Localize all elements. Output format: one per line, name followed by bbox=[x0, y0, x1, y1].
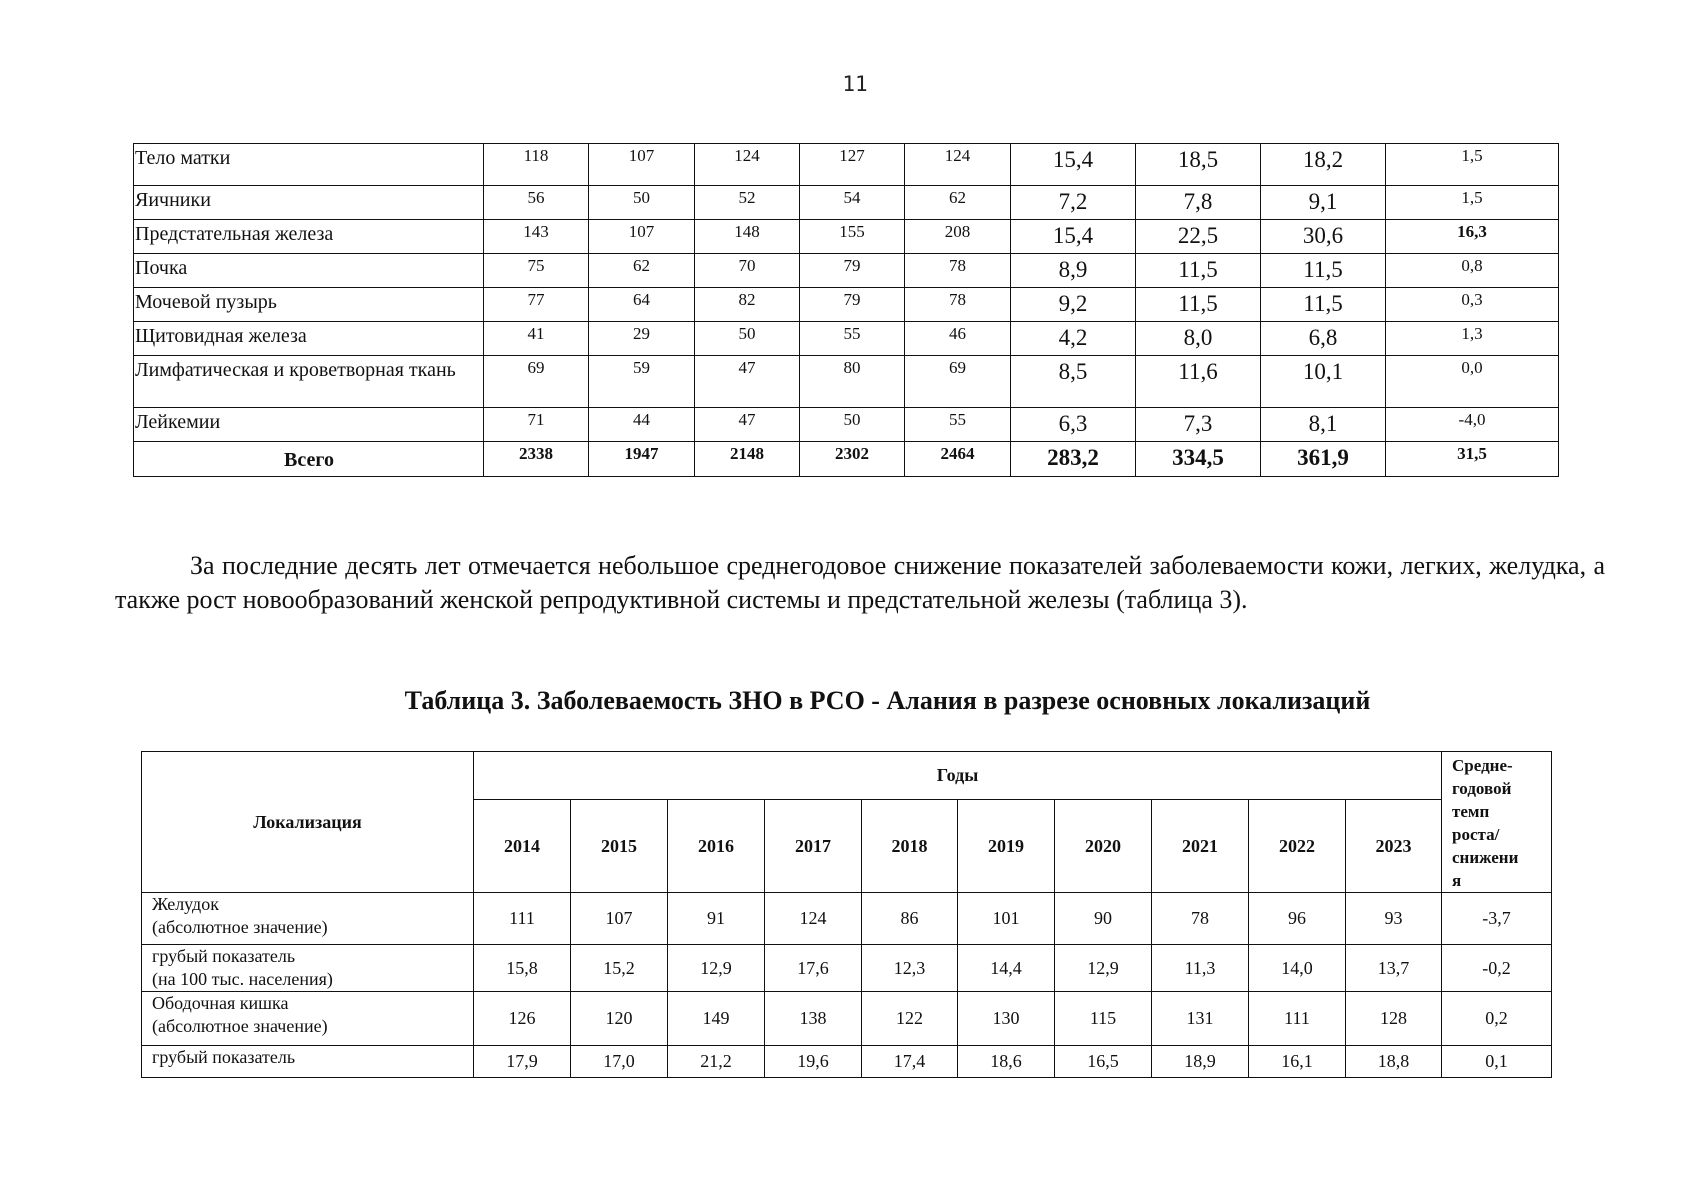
table-3 bbox=[141, 751, 1552, 1078]
location-name: Щитовидная железа bbox=[134, 322, 484, 356]
absolute-value-cell: 56 bbox=[484, 186, 589, 220]
page-number: 11 bbox=[842, 72, 868, 96]
header-average-growth-line: темп bbox=[1452, 802, 1490, 821]
rate-cell: 6,8 bbox=[1261, 322, 1386, 356]
absolute-value-cell: 82 bbox=[695, 288, 800, 322]
table-row bbox=[142, 893, 1552, 945]
absolute-value-cell: 79 bbox=[800, 288, 905, 322]
header-year: 2016 bbox=[668, 800, 765, 893]
rate-cell: 334,5 bbox=[1136, 442, 1261, 477]
rate-cell: 283,2 bbox=[1011, 442, 1136, 477]
rate-cell: 7,3 bbox=[1136, 408, 1261, 442]
rate-cell: 361,9 bbox=[1261, 442, 1386, 477]
absolute-value-cell: 50 bbox=[800, 408, 905, 442]
year-value-cell: 16,5 bbox=[1055, 1046, 1152, 1078]
header-year: 2023 bbox=[1346, 800, 1442, 893]
header-years: Годы bbox=[474, 752, 1442, 800]
absolute-value-cell: 46 bbox=[905, 322, 1011, 356]
table-total-row bbox=[134, 442, 1559, 477]
absolute-value-cell: 75 bbox=[484, 254, 589, 288]
average-growth-cell: 0,1 bbox=[1442, 1046, 1552, 1078]
table-row bbox=[134, 220, 1559, 254]
header-average-growth-line: снижени bbox=[1452, 848, 1519, 867]
header-year: 2018 bbox=[862, 800, 958, 893]
year-value-cell: 16,1 bbox=[1249, 1046, 1346, 1078]
average-growth-cell: -3,7 bbox=[1442, 893, 1552, 945]
header-location: Локализация bbox=[142, 752, 474, 893]
year-value-cell: 124 bbox=[765, 893, 862, 945]
rate-cell: 4,2 bbox=[1011, 322, 1136, 356]
year-value-cell: 14,4 bbox=[958, 945, 1055, 992]
absolute-value-cell: 69 bbox=[484, 356, 589, 408]
year-value-cell: 86 bbox=[862, 893, 958, 945]
year-value-cell: 93 bbox=[1346, 893, 1442, 945]
year-value-cell: 21,2 bbox=[668, 1046, 765, 1078]
year-value-cell: 15,2 bbox=[571, 945, 668, 992]
year-value-cell: 18,8 bbox=[1346, 1046, 1442, 1078]
absolute-value-cell: 44 bbox=[589, 408, 695, 442]
year-value-cell: 101 bbox=[958, 893, 1055, 945]
year-value-cell: 11,3 bbox=[1152, 945, 1249, 992]
rate-cell: 8,5 bbox=[1011, 356, 1136, 408]
absolute-value-cell: 50 bbox=[695, 322, 800, 356]
year-value-cell: 17,0 bbox=[571, 1046, 668, 1078]
location-name-line: (на 100 тыс. населения) bbox=[152, 969, 333, 989]
year-value-cell: 19,6 bbox=[765, 1046, 862, 1078]
year-value-cell: 107 bbox=[571, 893, 668, 945]
absolute-value-cell: 50 bbox=[589, 186, 695, 220]
header-year: 2014 bbox=[474, 800, 571, 893]
rate-cell: 15,4 bbox=[1011, 144, 1136, 186]
rate-cell: 11,5 bbox=[1261, 288, 1386, 322]
absolute-value-cell: 77 bbox=[484, 288, 589, 322]
absolute-value-cell: 47 bbox=[695, 408, 800, 442]
header-average-growth bbox=[1442, 752, 1552, 893]
rate-cell: 22,5 bbox=[1136, 220, 1261, 254]
location-name bbox=[142, 945, 474, 992]
absolute-value-cell: 69 bbox=[905, 356, 1011, 408]
table-row bbox=[134, 408, 1559, 442]
absolute-value-cell: 79 bbox=[800, 254, 905, 288]
absolute-value-cell: 55 bbox=[905, 408, 1011, 442]
location-name: Лейкемии bbox=[134, 408, 484, 442]
table-row bbox=[134, 322, 1559, 356]
year-value-cell: 115 bbox=[1055, 992, 1152, 1046]
average-growth-cell: -4,0 bbox=[1386, 408, 1559, 442]
incidence-table-body bbox=[134, 144, 1559, 477]
table-row bbox=[134, 254, 1559, 288]
year-value-cell: 91 bbox=[668, 893, 765, 945]
rate-cell: 8,9 bbox=[1011, 254, 1136, 288]
header-year: 2017 bbox=[765, 800, 862, 893]
header-average-growth-line: роста/ bbox=[1452, 825, 1500, 844]
absolute-value-cell: 70 bbox=[695, 254, 800, 288]
location-name: Почка bbox=[134, 254, 484, 288]
absolute-value-cell: 1947 bbox=[589, 442, 695, 477]
average-growth-cell: 0,2 bbox=[1442, 992, 1552, 1046]
absolute-value-cell: 47 bbox=[695, 356, 800, 408]
absolute-value-cell: 78 bbox=[905, 254, 1011, 288]
absolute-value-cell: 118 bbox=[484, 144, 589, 186]
table-row bbox=[142, 1046, 1552, 1078]
average-growth-cell: 1,5 bbox=[1386, 144, 1559, 186]
table-row bbox=[134, 356, 1559, 408]
rate-cell: 9,2 bbox=[1011, 288, 1136, 322]
header-average-growth-line: я bbox=[1452, 871, 1462, 890]
rate-cell: 7,2 bbox=[1011, 186, 1136, 220]
year-value-cell: 12,9 bbox=[668, 945, 765, 992]
rate-cell: 11,5 bbox=[1136, 254, 1261, 288]
location-name: Всего bbox=[134, 442, 484, 477]
year-value-cell: 120 bbox=[571, 992, 668, 1046]
location-name-line: (абсолютное значение) bbox=[152, 917, 328, 937]
absolute-value-cell: 62 bbox=[589, 254, 695, 288]
absolute-value-cell: 124 bbox=[695, 144, 800, 186]
year-value-cell: 111 bbox=[474, 893, 571, 945]
header-year: 2021 bbox=[1152, 800, 1249, 893]
location-name-line: (абсолютное значение) bbox=[152, 1016, 328, 1036]
absolute-value-cell: 52 bbox=[695, 186, 800, 220]
location-name: Лимфатическая и кроветворная ткань bbox=[134, 356, 484, 408]
absolute-value-cell: 107 bbox=[589, 144, 695, 186]
year-value-cell: 17,9 bbox=[474, 1046, 571, 1078]
year-value-cell: 111 bbox=[1249, 992, 1346, 1046]
year-value-cell: 12,9 bbox=[1055, 945, 1152, 992]
location-name bbox=[142, 893, 474, 945]
year-value-cell: 13,7 bbox=[1346, 945, 1442, 992]
year-value-cell: 128 bbox=[1346, 992, 1442, 1046]
header-year: 2020 bbox=[1055, 800, 1152, 893]
year-value-cell: 18,6 bbox=[958, 1046, 1055, 1078]
year-value-cell: 138 bbox=[765, 992, 862, 1046]
average-growth-cell: 1,3 bbox=[1386, 322, 1559, 356]
header-year: 2015 bbox=[571, 800, 668, 893]
location-name-line: грубый показатель bbox=[152, 1047, 296, 1067]
year-value-cell: 96 bbox=[1249, 893, 1346, 945]
year-value-cell: 149 bbox=[668, 992, 765, 1046]
year-value-cell: 15,8 bbox=[474, 945, 571, 992]
year-value-cell: 12,3 bbox=[862, 945, 958, 992]
absolute-value-cell: 124 bbox=[905, 144, 1011, 186]
average-growth-cell: 16,3 bbox=[1386, 220, 1559, 254]
table-3-body bbox=[142, 893, 1552, 1078]
absolute-value-cell: 155 bbox=[800, 220, 905, 254]
year-value-cell: 122 bbox=[862, 992, 958, 1046]
rate-cell: 11,5 bbox=[1261, 254, 1386, 288]
year-value-cell: 17,6 bbox=[765, 945, 862, 992]
absolute-value-cell: 2338 bbox=[484, 442, 589, 477]
absolute-value-cell: 62 bbox=[905, 186, 1011, 220]
absolute-value-cell: 2464 bbox=[905, 442, 1011, 477]
header-average-growth-line: годовой bbox=[1452, 779, 1512, 798]
header-average-growth-line: Средне- bbox=[1452, 756, 1513, 775]
absolute-value-cell: 208 bbox=[905, 220, 1011, 254]
rate-cell: 8,1 bbox=[1261, 408, 1386, 442]
average-growth-cell: 0,0 bbox=[1386, 356, 1559, 408]
average-growth-cell: 0,8 bbox=[1386, 254, 1559, 288]
table-row bbox=[134, 288, 1559, 322]
location-name: Яичники bbox=[134, 186, 484, 220]
incidence-table-continued bbox=[133, 143, 1559, 477]
absolute-value-cell: 80 bbox=[800, 356, 905, 408]
absolute-value-cell: 143 bbox=[484, 220, 589, 254]
table-3-title: Таблица 3. Заболеваемость ЗНО в РСО - Алания в разрезе основных локализаций bbox=[404, 686, 1371, 715]
table-row bbox=[142, 992, 1552, 1046]
absolute-value-cell: 127 bbox=[800, 144, 905, 186]
header-year: 2022 bbox=[1249, 800, 1346, 893]
rate-cell: 8,0 bbox=[1136, 322, 1261, 356]
absolute-value-cell: 54 bbox=[800, 186, 905, 220]
rate-cell: 11,5 bbox=[1136, 288, 1261, 322]
table-row bbox=[142, 945, 1552, 992]
rate-cell: 18,2 bbox=[1261, 144, 1386, 186]
rate-cell: 15,4 bbox=[1011, 220, 1136, 254]
year-value-cell: 90 bbox=[1055, 893, 1152, 945]
rate-cell: 11,6 bbox=[1136, 356, 1261, 408]
location-name-line: Желудок bbox=[152, 894, 219, 914]
location-name: Тело матки bbox=[134, 144, 484, 186]
rate-cell: 10,1 bbox=[1261, 356, 1386, 408]
body-paragraph: За последние десять лет отмечается небольшое среднегодовое снижение показателей заболеваемости кожи, легких, желудка, а также рост новообразований женской репродуктивной системы и предстательной железы (таблица 3). bbox=[115, 551, 1605, 614]
year-value-cell: 131 bbox=[1152, 992, 1249, 1046]
absolute-value-cell: 55 bbox=[800, 322, 905, 356]
year-value-cell: 18,9 bbox=[1152, 1046, 1249, 1078]
absolute-value-cell: 107 bbox=[589, 220, 695, 254]
rate-cell: 30,6 bbox=[1261, 220, 1386, 254]
year-value-cell: 130 bbox=[958, 992, 1055, 1046]
location-name bbox=[142, 992, 474, 1046]
absolute-value-cell: 71 bbox=[484, 408, 589, 442]
absolute-value-cell: 41 bbox=[484, 322, 589, 356]
average-growth-cell: 1,5 bbox=[1386, 186, 1559, 220]
year-value-cell: 14,0 bbox=[1249, 945, 1346, 992]
rate-cell: 9,1 bbox=[1261, 186, 1386, 220]
location-name-line: Ободочная кишка bbox=[152, 993, 289, 1013]
year-value-cell: 126 bbox=[474, 992, 571, 1046]
absolute-value-cell: 2302 bbox=[800, 442, 905, 477]
average-growth-cell: -0,2 bbox=[1442, 945, 1552, 992]
year-value-cell: 78 bbox=[1152, 893, 1249, 945]
location-name: Предстательная железа bbox=[134, 220, 484, 254]
table-row bbox=[134, 186, 1559, 220]
absolute-value-cell: 29 bbox=[589, 322, 695, 356]
absolute-value-cell: 78 bbox=[905, 288, 1011, 322]
absolute-value-cell: 59 bbox=[589, 356, 695, 408]
average-growth-cell: 0,3 bbox=[1386, 288, 1559, 322]
location-name bbox=[142, 1046, 474, 1078]
absolute-value-cell: 64 bbox=[589, 288, 695, 322]
table-row bbox=[134, 144, 1559, 186]
absolute-value-cell: 148 bbox=[695, 220, 800, 254]
rate-cell: 7,8 bbox=[1136, 186, 1261, 220]
header-year: 2019 bbox=[958, 800, 1055, 893]
location-name-line: грубый показатель bbox=[152, 946, 296, 966]
rate-cell: 6,3 bbox=[1011, 408, 1136, 442]
year-value-cell: 17,4 bbox=[862, 1046, 958, 1078]
average-growth-cell: 31,5 bbox=[1386, 442, 1559, 477]
location-name: Мочевой пузырь bbox=[134, 288, 484, 322]
rate-cell: 18,5 bbox=[1136, 144, 1261, 186]
absolute-value-cell: 2148 bbox=[695, 442, 800, 477]
